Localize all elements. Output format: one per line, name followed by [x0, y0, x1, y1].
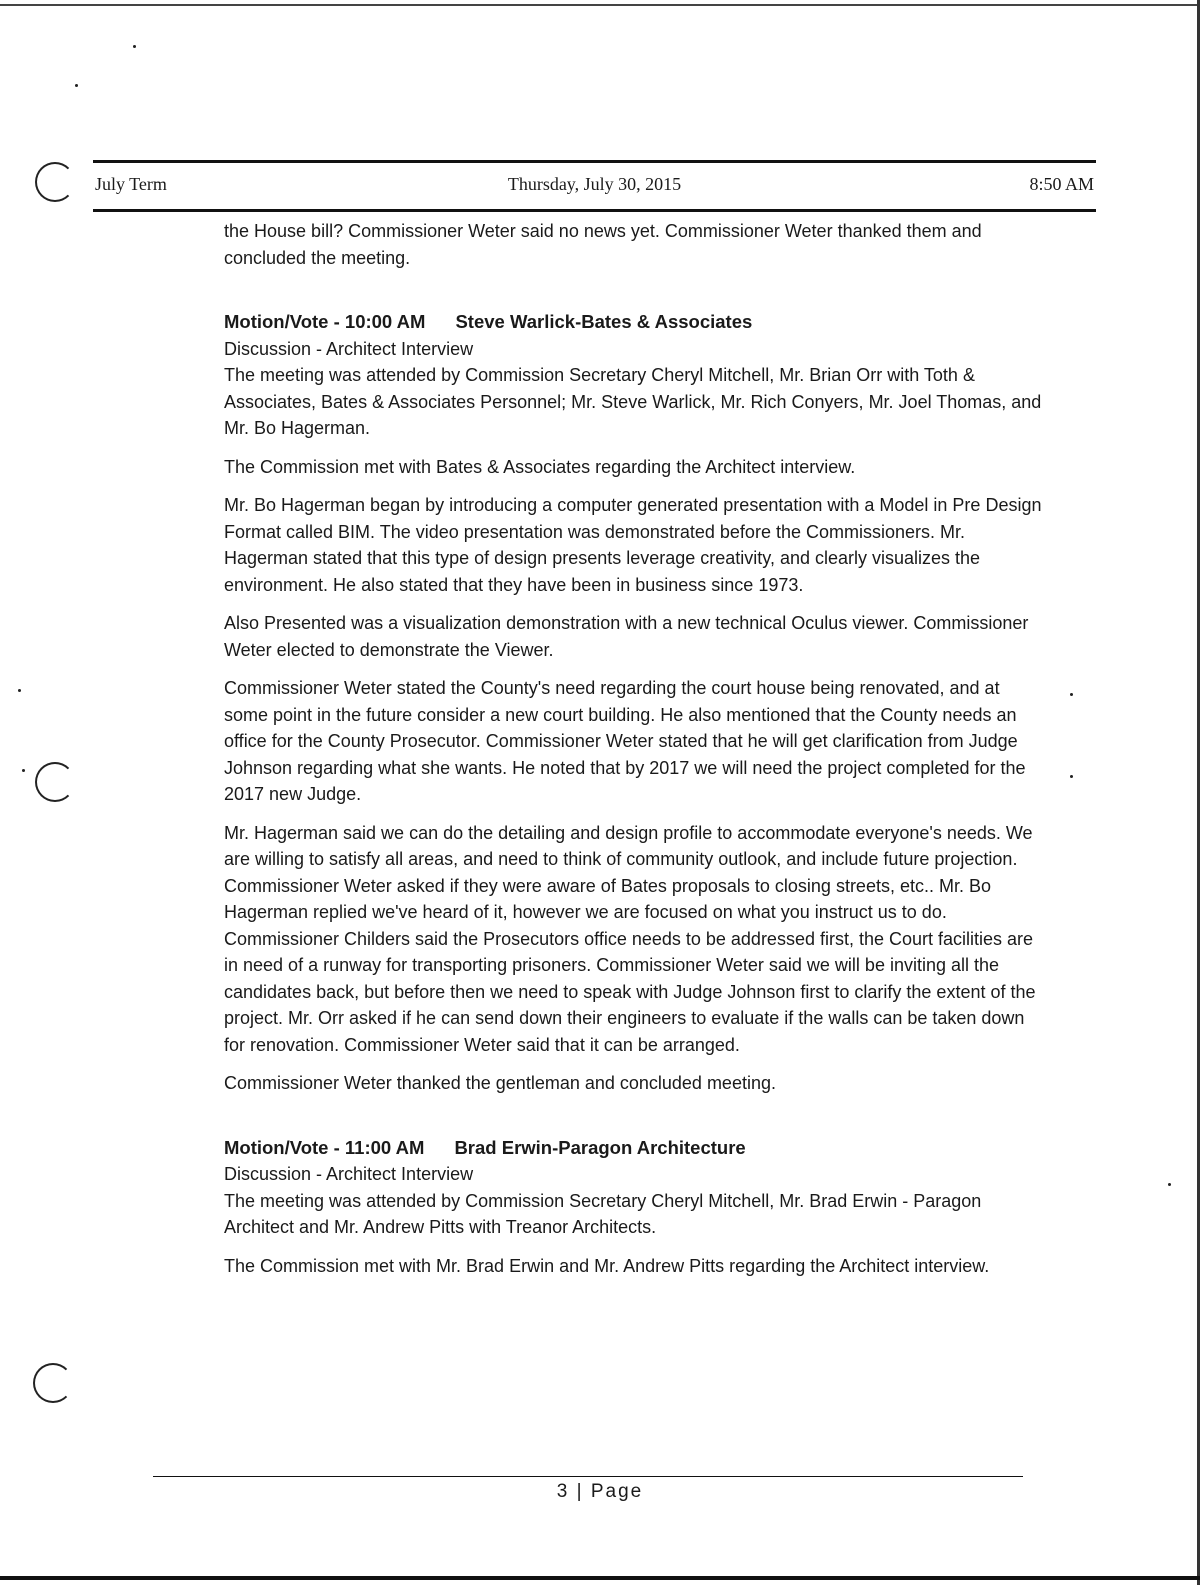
section-motion-label: Motion/Vote - 11:00 AM	[224, 1136, 425, 1158]
scan-speck	[22, 769, 25, 772]
header-time: 8:50 AM	[1029, 174, 1094, 194]
header-term: July Term	[95, 174, 167, 194]
minutes-body	[224, 218, 1044, 1291]
scan-speck	[1168, 1183, 1171, 1186]
section-paragon	[224, 1135, 1044, 1241]
punch-hole-icon	[35, 162, 75, 202]
scan-speck	[18, 689, 21, 692]
page-number: 3 | Page	[556, 1481, 644, 1502]
footer-rule	[153, 1476, 1023, 1477]
section-attendees: The meeting was attended by Commission Secretary Cheryl Mitchell, Mr. Brian Orr with Toth & Associates, Bates & Associates Personnel; Mr. Steve Warlick, Mr. Rich Conyers, Mr. Joel Thomas, and Mr. Bo Hagerman.	[224, 365, 1042, 438]
scan-edge-top	[0, 4, 1200, 6]
section-motion-label: Motion/Vote - 10:00 AM	[224, 311, 426, 332]
section-presenter: Steve Warlick-Bates & Associates	[455, 311, 753, 332]
paragraph: Mr. Hagerman said we can do the detailing and design profile to accommodate everyone's needs. We are willing to satisfy all areas, and need to think of community outlook, and include future projection. Commissioner Weter asked if they were aware of Bates proposals to closing streets, etc.. Mr. Bo Hagerman replied we've heard of it, however we are focused on what you instruct us to do. Commissioner Childers said the Prosecutors office needs to be addressed first, the Court facilities are in need of a runway for transporting prisoners. Commissioner Weter said we will be inviting all the candidates back, but before then we need to speak with Judge Johnson first to clarify the extent of the project. Mr. Orr asked if he can send down their engineers to evaluate if the walls can be taken down for renovation. Commissioner Weter said that it can be arranged.	[224, 822, 1036, 1055]
section-discussion: Discussion - Architect Interview	[224, 1164, 474, 1184]
intro-paragraph: the House bill? Commissioner Weter said no news yet. Commissioner Weter thanked them and concluded the meeting.	[224, 221, 982, 268]
paragraph: Mr. Bo Hagerman began by introducing a computer generated presentation with a Model in Pre Design Format called BIM. The video presentation was demonstrated before the Commissioners. Mr. Hagerman stated that this type of design presents leverage creativity, and clearly visualizes the environment. He also stated that they have been in business since 1973.	[224, 495, 1042, 595]
section-attendees: The meeting was attended by Commission Secretary Cheryl Mitchell, Mr. Brad Erwin - Paragon Architect and Mr. Andrew Pitts with Treanor Architects.	[224, 1190, 982, 1237]
section-discussion: Discussion - Architect Interview	[224, 338, 474, 359]
section-heading	[224, 1135, 1044, 1162]
paragraph: Commissioner Weter stated the County's need regarding the court house being renovated, and at some point in the future consider a new court building. He also mentioned that the County needs an office for the County Prosecutor. Commissioner Weter stated that he will get clarification from Judge Johnson regarding what she wants. He noted that by 2017 we will need the project completed for the 2017 new Judge.	[224, 678, 1026, 804]
section-presenter: Brad Erwin-Paragon Architecture	[454, 1136, 746, 1158]
paragraph: The Commission met with Mr. Brad Erwin and Mr. Andrew Pitts regarding the Architect interview.	[224, 1255, 990, 1276]
scan-edge-bottom	[0, 1576, 1200, 1580]
page-header	[93, 160, 1096, 212]
section-bates	[224, 309, 1044, 442]
paragraph: Also Presented was a visualization demonstration with a new technical Oculus viewer. Commissioner Weter elected to demonstrate the Viewer.	[224, 613, 1029, 660]
paragraph: Commissioner Weter thanked the gentleman and concluded meeting.	[224, 1073, 776, 1093]
paragraph: The Commission met with Bates & Associates regarding the Architect interview.	[224, 456, 856, 477]
section-heading	[224, 309, 1044, 336]
punch-hole-icon	[35, 762, 75, 802]
scan-speck	[75, 84, 78, 87]
scan-speck	[1070, 693, 1073, 696]
punch-hole-icon	[33, 1363, 73, 1403]
scan-speck	[1070, 775, 1073, 778]
header-date: Thursday, July 30, 2015	[507, 174, 682, 194]
scan-speck	[133, 45, 136, 48]
